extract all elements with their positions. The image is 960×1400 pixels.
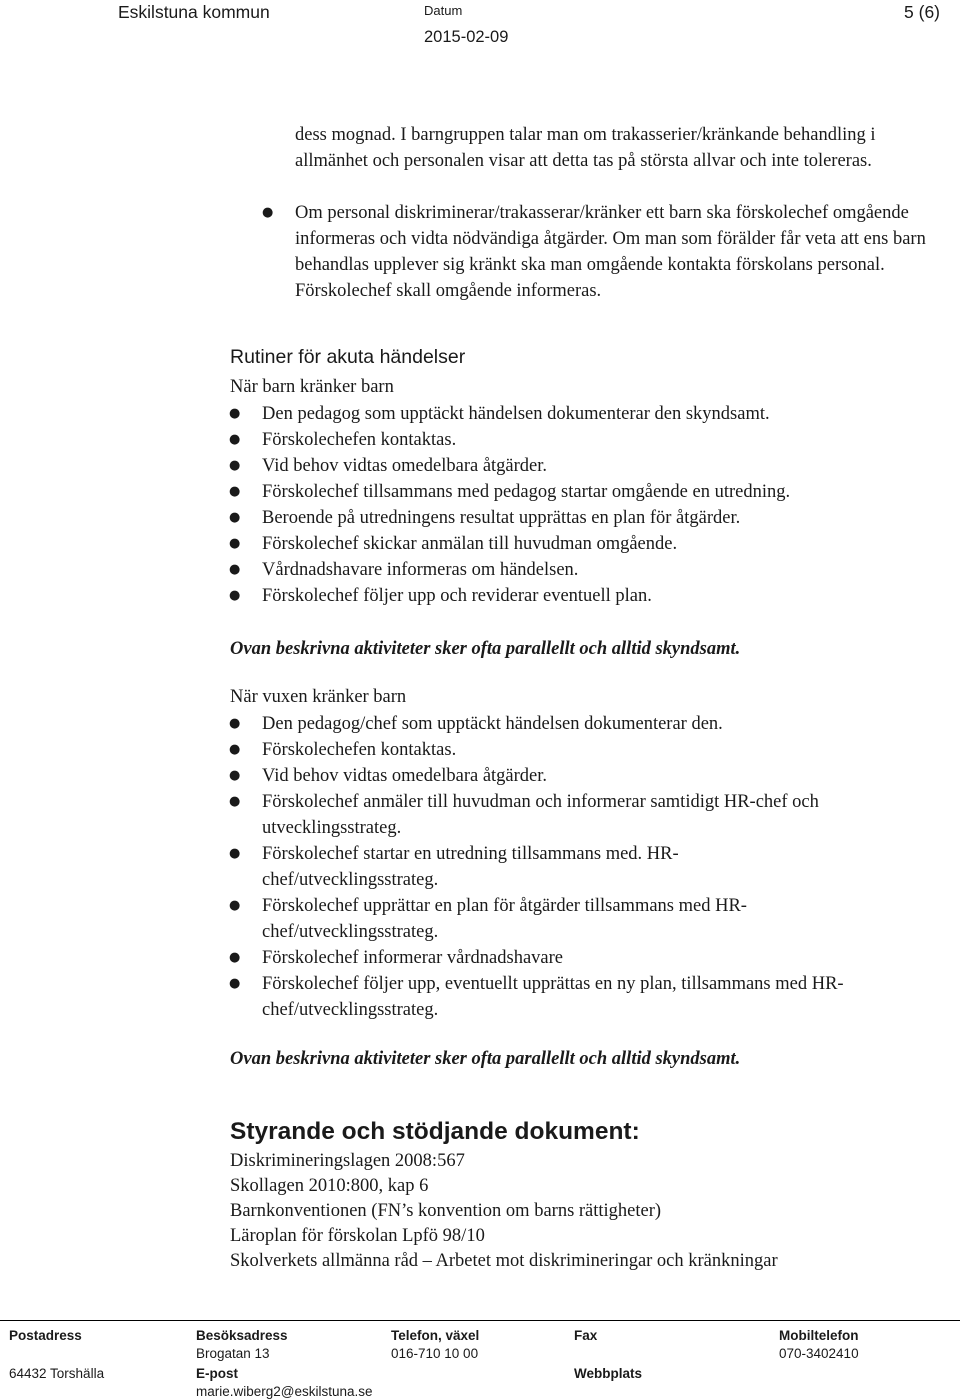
footer-visit-value: Brogatan 13 (196, 1346, 270, 1361)
footer-email-value[interactable]: marie.wiberg2@eskilstuna.se (196, 1384, 373, 1399)
adult-routine-list (229, 711, 882, 1023)
child-parallel-note: Ovan beskrivna aktiviteter sker ofta parallellt och alltid skyndsamt. (230, 639, 741, 659)
bullet-icon: ● (229, 794, 241, 809)
bullet-icon: ● (229, 588, 241, 603)
list-item: ● Förskolechef tillsammans med pedagog startar omgående en utredning. (262, 479, 942, 505)
list-item: ● Förskolechef informerar vårdnadshavare (262, 945, 882, 971)
list-item: Skolverkets allmänna råd – Arbetet mot diskrimineringar och kränkningar (230, 1251, 778, 1271)
footer-divider (0, 1320, 960, 1321)
list-item: ● Vid behov vidtas omedelbara åtgärder. (262, 453, 942, 479)
bullet-icon: ● (262, 205, 274, 220)
bullet-icon: ● (229, 976, 241, 991)
list-item: Diskrimineringslagen 2008:567 (230, 1151, 465, 1171)
child-routine-list (229, 401, 942, 609)
list-item: ● Vid behov vidtas omedelbara åtgärder. (262, 763, 882, 789)
footer-email-label: E-post (196, 1366, 238, 1381)
acute-routines-heading: Rutiner för akuta händelser (230, 346, 466, 368)
header-organization: Eskilstuna kommun (118, 2, 270, 22)
bullet-icon: ● (229, 742, 241, 757)
list-item: ● Den pedagog som upptäckt händelsen dokumenterar den skyndsamt. (262, 401, 942, 427)
list-item: Läroplan för förskolan Lpfö 98/10 (230, 1226, 485, 1246)
header-date-label: Datum (424, 3, 463, 18)
footer-mobile-label: Mobiltelefon (779, 1328, 859, 1343)
list-item: ● Förskolechef följer upp, eventuellt upprättas en ny plan, tillsammans med HR-chef/utvecklingsstrateg. (262, 971, 912, 1023)
bullet-icon: ● (229, 432, 241, 447)
footer-mobile-value: 070-3402410 (779, 1346, 859, 1361)
bullet-icon: ● (229, 484, 241, 499)
bullet-icon: ● (229, 510, 241, 525)
child-subheading: När barn kränker barn (230, 377, 394, 397)
documents-list (230, 1149, 778, 1274)
footer-web-label: Webbplats (574, 1366, 643, 1381)
list-item: Skollagen 2010:800, kap 6 (230, 1176, 429, 1196)
adult-subheading: När vuxen kränker barn (230, 687, 407, 707)
bullet-icon: ● (229, 406, 241, 421)
list-item: ● Förskolechefen kontaktas. (262, 427, 942, 453)
list-item: ● Förskolechef följer upp och reviderar eventuell plan. (262, 583, 942, 609)
list-item: ● Beroende på utredningens resultat upprättas en plan för åtgärder. (262, 505, 942, 531)
bullet-icon: ● (229, 716, 241, 731)
list-item: ● Förskolechefen kontaktas. (262, 737, 882, 763)
bullet-icon: ● (229, 846, 241, 861)
footer-visit-label: Besöksadress (196, 1328, 288, 1343)
list-item: ● Förskolechef upprättar en plan för åtgärder tillsammans med HR-chef/utvecklingsstrateg. (262, 893, 822, 945)
list-item: Barnkonventionen (FN’s konvention om barns rättigheter) (230, 1201, 662, 1221)
footer-phone-value: 016-710 10 00 (391, 1346, 479, 1361)
bullet-icon: ● (229, 536, 241, 551)
footer-postal-value: 64432 Torshälla (9, 1366, 105, 1381)
documents-heading: Styrande och stödjande dokument: (230, 1118, 640, 1145)
header-date-value: 2015-02-09 (424, 28, 509, 46)
list-item: ● Förskolechef anmäler till huvudman och informerar samtidigt HR-chef och utvecklingsstrateg. (262, 789, 862, 841)
footer-phone-label: Telefon, växel (391, 1328, 480, 1343)
bullet-icon: ● (229, 458, 241, 473)
bullet-icon: ● (229, 950, 241, 965)
header-page-number: 5 (6) (904, 2, 940, 22)
list-item: ● Förskolechef startar en utredning tillsammans med. HR-chef/utvecklingsstrateg. (262, 841, 762, 893)
intro-continuation: dess mognad. I barngruppen talar man om trakasserier/kränkande behandling i allmänhet och personalen visar att detta tas på största allvar och inte tolereras. (295, 125, 876, 171)
footer-fax-label: Fax (574, 1328, 598, 1343)
list-item: ● Förskolechef skickar anmälan till huvudman omgående. (262, 531, 942, 557)
list-item: ● Om personal diskriminerar/trakasserar/kränker ett barn ska förskolechef omgående informeras och vidta nödvändiga åtgärder. Om man som förälder får veta att ens barn behandlas upplever sig kränkt ska man omgående kontakta förskolans personal. Förskolechef skall omgående informeras. (295, 200, 955, 304)
bullet-icon: ● (229, 898, 241, 913)
bullet-icon: ● (229, 562, 241, 577)
bullet-icon: ● (229, 768, 241, 783)
list-item: ● Den pedagog/chef som upptäckt händelsen dokumenterar den. (262, 711, 882, 737)
list-item: ● Vårdnadshavare informeras om händelsen. (262, 557, 942, 583)
footer-postal-label: Postadress (9, 1328, 82, 1343)
intro-bullet-list (262, 200, 955, 304)
adult-parallel-note: Ovan beskrivna aktiviteter sker ofta parallellt och alltid skyndsamt. (230, 1049, 741, 1069)
